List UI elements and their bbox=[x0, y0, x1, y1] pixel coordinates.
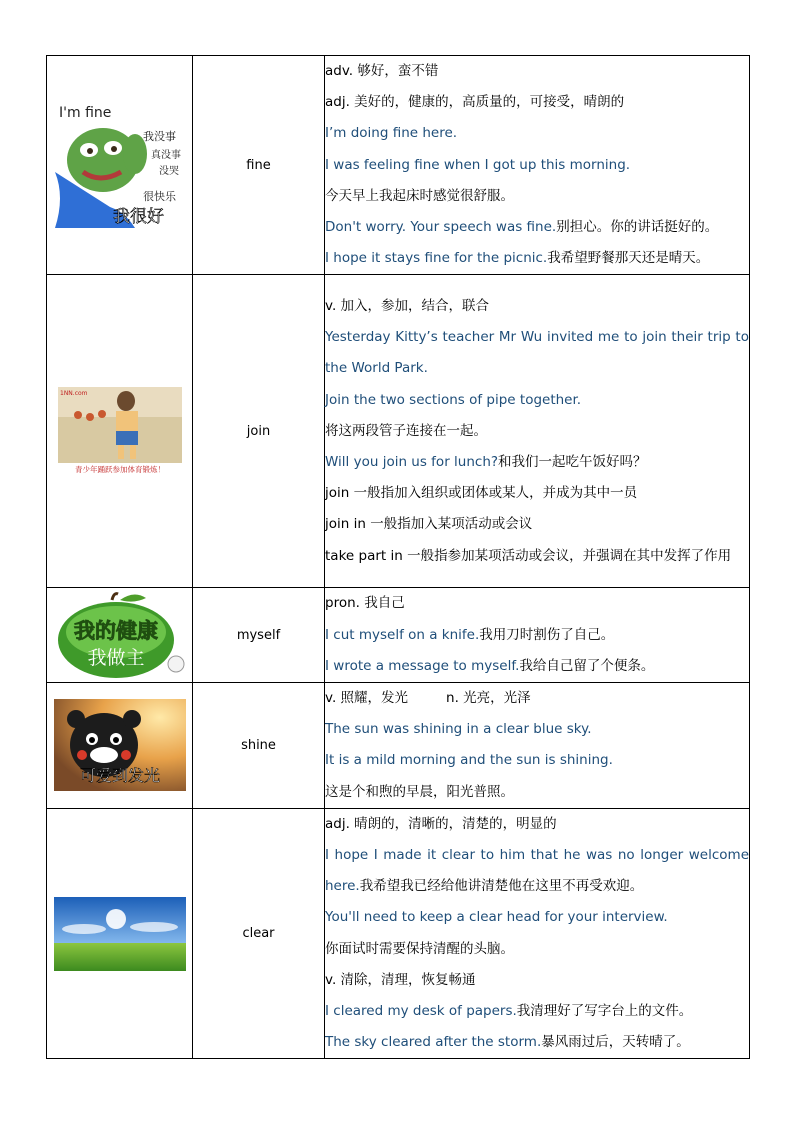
vocab-word: shine bbox=[241, 737, 276, 753]
definition-cell bbox=[325, 683, 750, 809]
usage-note bbox=[325, 541, 749, 572]
vocab-word: myself bbox=[236, 627, 281, 643]
example-en: I hope it stays fine for the picnic. bbox=[325, 250, 548, 267]
example-zh: 和我们一起吃午饭好吗？ bbox=[498, 454, 647, 471]
join-poster-image bbox=[58, 387, 182, 475]
example-sentence bbox=[325, 620, 749, 651]
example-sentence: The sun was shining in a clear blue sky. bbox=[325, 721, 592, 738]
usage-text: 一般指加入某项活动或会议 bbox=[365, 516, 533, 533]
example-en: The sky cleared after the storm. bbox=[325, 1034, 542, 1051]
definition-cell bbox=[325, 275, 750, 588]
vocab-word: join bbox=[246, 423, 271, 439]
poster-caption: 青少年踊跃参加体育锻炼！ bbox=[74, 465, 165, 475]
example-en: I hope I made it clear to him that he was no longer welcome here. bbox=[325, 847, 749, 895]
definition-line: pron. 我自己 bbox=[325, 595, 405, 612]
example-en: Don't worry. Your speech was fine. bbox=[325, 219, 557, 236]
image-cell bbox=[47, 56, 193, 275]
word-cell bbox=[193, 808, 325, 1059]
example-zh: 别担心。你的讲话挺好的。 bbox=[556, 219, 719, 236]
meme-text: 我很好 bbox=[112, 207, 164, 228]
definition-verb: v. 照耀，发光 bbox=[325, 690, 409, 707]
apple-text: 我做主 bbox=[86, 647, 145, 670]
image-cell bbox=[47, 808, 193, 1059]
translation-line: 你面试时需要保持清醒的头脑。 bbox=[325, 940, 514, 957]
apple-text: 我的健康 bbox=[73, 619, 158, 644]
example-zh: 我清理好了写字台上的文件。 bbox=[516, 1003, 693, 1020]
shine-bear-image bbox=[54, 699, 186, 791]
word-cell bbox=[193, 56, 325, 275]
translation-line: 将这两段管子连接在一起。 bbox=[325, 422, 487, 439]
translation-line: 今天早上我起床时感觉很舒服。 bbox=[325, 187, 514, 204]
usage-phrase: take part in bbox=[325, 547, 403, 564]
vocabulary-table bbox=[46, 55, 750, 1059]
definition-cell bbox=[325, 588, 750, 683]
example-zh: 我希望野餐那天还是晴天。 bbox=[547, 250, 710, 267]
definition-cell bbox=[325, 56, 750, 275]
word-cell bbox=[193, 588, 325, 683]
example-en: Will you join us for lunch? bbox=[325, 454, 499, 471]
definition-noun: n. 光亮，光泽 bbox=[446, 690, 531, 707]
example-zh: 我希望我已经给他讲清楚他在这里不再受欢迎。 bbox=[359, 878, 644, 895]
example-sentence: You'll need to keep a clear head for your interview. bbox=[325, 909, 668, 926]
clear-sky-image bbox=[54, 897, 186, 971]
meme-text: 没哭 bbox=[158, 166, 179, 178]
definition-line: adj. 晴朗的，清晰的，清楚的，明显的 bbox=[325, 815, 557, 832]
table-row bbox=[47, 808, 750, 1059]
meme-text: 真没事 bbox=[150, 150, 181, 162]
meme-text: 很快乐 bbox=[142, 190, 176, 204]
image-cell bbox=[47, 683, 193, 809]
example-en: I cleared my desk of papers. bbox=[325, 1003, 517, 1020]
example-zh: 暴风雨过后，天转晴了。 bbox=[541, 1034, 690, 1051]
example-zh: 我用刀时割伤了自己。 bbox=[479, 626, 615, 643]
image-cell bbox=[47, 588, 193, 683]
example-sentence bbox=[325, 447, 749, 478]
usage-note bbox=[325, 509, 749, 540]
example-zh: 我给自己留了个便条。 bbox=[519, 657, 655, 674]
example-sentence: I’m doing fine here. bbox=[325, 125, 458, 142]
word-cell bbox=[193, 275, 325, 588]
table-row bbox=[47, 683, 750, 809]
example-en: I wrote a message to myself. bbox=[325, 657, 520, 674]
myself-apple-image bbox=[54, 592, 186, 678]
usage-text: 一般指加入组织或团体或某人，并成为其中一员 bbox=[349, 485, 638, 502]
table-row bbox=[47, 588, 750, 683]
example-sentence: Yesterday Kitty’s teacher Mr Wu invited me to join their trip to the World Park. bbox=[325, 329, 749, 377]
bear-text: 可爱到发光 bbox=[79, 766, 160, 786]
example-sentence: I was feeling fine when I got up this morning. bbox=[325, 156, 631, 173]
translation-line: 这是个和煦的早晨，阳光普照。 bbox=[325, 783, 514, 800]
definition-line: v. 加入，参加，结合，联合 bbox=[325, 298, 490, 314]
example-sentence: It is a mild morning and the sun is shining. bbox=[325, 752, 613, 769]
usage-phrase: join in bbox=[325, 516, 366, 533]
usage-phrase: join bbox=[325, 485, 350, 502]
example-sentence bbox=[325, 996, 749, 1027]
fine-meme-image bbox=[55, 102, 185, 228]
usage-note bbox=[325, 478, 749, 509]
definition-line: v. 清除，清理，恢复畅通 bbox=[325, 971, 476, 988]
example-sentence bbox=[325, 651, 749, 682]
definition-line bbox=[325, 683, 749, 714]
meme-text: 我没事 bbox=[142, 130, 176, 144]
example-en: I cut myself on a knife. bbox=[325, 626, 480, 643]
example-sentence bbox=[325, 212, 749, 243]
definition-line: adv. 够好，蛮不错 bbox=[325, 63, 439, 79]
meme-text: I'm fine bbox=[58, 105, 111, 122]
table-row bbox=[47, 275, 750, 588]
definition-line: adj. 美好的，健康的，高质量的，可接受，晴朗的 bbox=[325, 94, 625, 111]
example-sentence: Join the two sections of pipe together. bbox=[325, 391, 582, 408]
usage-text: 一般指参加某项活动或会议，并强调在其中发挥了作用 bbox=[402, 547, 732, 564]
table-row bbox=[47, 56, 750, 275]
example-sentence bbox=[325, 243, 749, 274]
word-cell bbox=[193, 683, 325, 809]
poster-logo: 1NN.com bbox=[59, 390, 88, 398]
image-cell bbox=[47, 275, 193, 588]
example-sentence bbox=[325, 1027, 749, 1058]
vocab-word: clear bbox=[242, 926, 275, 942]
definition-cell bbox=[325, 808, 750, 1059]
example-sentence bbox=[325, 840, 749, 902]
vocab-word: fine bbox=[246, 157, 271, 173]
